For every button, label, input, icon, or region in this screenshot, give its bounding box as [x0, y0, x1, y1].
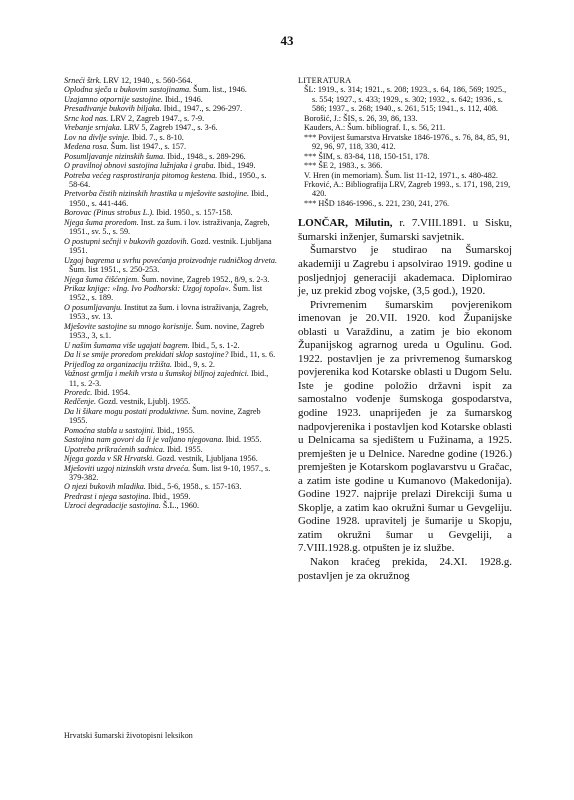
bibliography-item	[64, 237, 279, 256]
bibliography-item	[64, 464, 279, 483]
item-source: LRV 12, 1940., s. 560-564.	[103, 76, 193, 85]
item-source: Ibid. 1955.	[166, 444, 203, 454]
bibliography-item	[304, 133, 512, 152]
item-title: Prijedlog za organizaciju tržišta.	[64, 359, 172, 369]
item-title: Oplodna sječa u bukovim sastojinama.	[64, 85, 192, 95]
item-source: ŠL: 1919., s. 314; 1921., s. 208; 1923., s. 64, 186, 569; 1925., s. 554; 1927., s. 433; 1929., s. 302; 1932., s. 642; 1936., s. 586; 1937., s. 268; 1940., s. 261, 515; 1941., s. 112, 408.	[304, 85, 507, 114]
bibliography-item	[64, 501, 279, 510]
item-title: Važnost grmlja i mekih vrsta u šumskoj biljnoj zajednici.	[64, 369, 249, 379]
item-source: *** HŠD 1846-1996., s. 221, 230, 241, 276.	[304, 198, 450, 208]
bibliography-item	[64, 407, 279, 426]
page-number: 43	[280, 33, 294, 48]
item-source: Ibid., 1955.	[157, 425, 195, 435]
bibliography-item	[304, 114, 512, 123]
item-title: Proredc.	[64, 387, 93, 397]
item-source: Ibid. 1955.	[225, 435, 262, 445]
bibliography-item	[64, 397, 279, 406]
entry-headline	[298, 217, 512, 244]
item-source: Ibid., 1946.	[164, 94, 203, 104]
bibliography-item	[64, 142, 279, 151]
item-title: Pretvorba čistih nizinskih hrastika u mješovite sastojine.	[64, 189, 250, 199]
item-source: Ibid., 5-6, 1958., s. 157-163.	[147, 482, 242, 492]
item-title: Prikaz knjige: »Ing. Ivo Podhorski: Uzgoj topola«.	[64, 283, 231, 293]
item-title: Uzroci degradacije sastojina.	[64, 501, 161, 511]
bibliography-item	[64, 454, 279, 463]
item-source: Šum. list 1947., s. 157.	[110, 142, 187, 152]
item-source: Ibid., 11, s. 2-3.	[69, 369, 269, 388]
bibliography-item	[64, 256, 279, 275]
item-title: Mješovite sastojine su mnogo korisnije.	[64, 321, 194, 331]
item-source: Šum. list., 1946.	[193, 85, 247, 95]
item-title: Srnc kod nas.	[64, 113, 109, 123]
item-source: Gozd. vestnik, Ljubljana 1956.	[156, 454, 258, 464]
literature-heading: LITERATURA	[298, 76, 352, 85]
item-source: Gozd. vestnik. Ljubljana 1951.	[69, 236, 272, 256]
item-source: Ibid., 5, s. 1-2.	[191, 340, 240, 350]
item-title: Medena rosa.	[64, 142, 109, 152]
item-source: *** ŠE 2, 1983., s. 366.	[304, 161, 383, 171]
item-title: Srneći štrk.	[64, 76, 102, 85]
bibliography-item	[64, 95, 279, 104]
item-title: Da li šikare mogu postati produktivne.	[64, 406, 190, 416]
item-source: Gozd. vestnik, Ljublj. 1955.	[98, 397, 191, 407]
item-source: LRV 5, Zagreb 1947., s. 3-6.	[123, 123, 218, 133]
item-title: Redčenje.	[64, 397, 97, 407]
bibliography-item	[64, 114, 279, 123]
item-source: Ibid. 1954.	[94, 387, 131, 397]
item-title: O pravilnoj obnovi sastojina lužnjaka i graba.	[64, 161, 216, 171]
item-source: Šum. novine, Zagreb 1953., 3, s.1.	[69, 321, 265, 341]
bibliography-item	[64, 152, 279, 161]
literature-list	[298, 85, 512, 208]
right-column	[298, 76, 512, 583]
item-source: *** Povijest šumarstva Hrvatske 1846-1976., s. 76, 84, 85, 91, 92, 96, 97, 118, 330, 412.	[304, 132, 510, 152]
bibliography-item	[64, 85, 279, 94]
item-source: Kauders, A.: Šum. bibliograf. I., s. 56, 211.	[304, 123, 446, 133]
item-source: Ibid., 1959.	[152, 491, 191, 501]
bibliography-item	[64, 369, 279, 388]
item-source: Šum. novine, Zagreb 1955.	[69, 406, 261, 426]
item-source: LRV 2, Zagreb 1947., s. 7-9.	[110, 113, 205, 123]
item-source: Frković, A.: Bibliografija LRV, Zagreb 1993., s. 171, 198, 219, 420.	[304, 179, 511, 199]
bibliography-item	[304, 85, 512, 113]
bibliography-item	[304, 123, 512, 132]
bibliography-item	[64, 360, 279, 369]
item-source: Šum. list 9-10, 1957., s. 379-382.	[69, 463, 271, 483]
bibliography-item	[64, 171, 279, 190]
item-title: Lov na divlje svinje.	[64, 132, 130, 142]
bibliography-item	[64, 341, 279, 350]
item-source: Ibid., 1948., s. 289-296.	[167, 151, 246, 161]
bibliography-item	[64, 426, 279, 435]
item-source: Ibid., 11, s. 6.	[230, 350, 276, 360]
bibliography-item	[64, 350, 279, 359]
bibliography-item	[64, 208, 279, 217]
item-source: Šum. list 1952., s. 189.	[69, 283, 263, 303]
item-source: Inst. za šum. i lov. istraživanja, Zagreb, 1951., sv. 5., s. 59.	[69, 217, 270, 237]
bibliography-item	[64, 275, 279, 284]
item-source: Šum. list 1951., s. 250-253.	[69, 265, 160, 275]
item-source: Ibid., 1947., s. 296-297.	[163, 104, 243, 114]
bibliography-item	[64, 322, 279, 341]
bibliography-item	[304, 199, 512, 208]
entry-paragraph: Nakon kraćeg prekida, 24.XI. 1928.g. postavljen je za okružnog	[298, 556, 512, 582]
bibliography-item	[64, 445, 279, 454]
bibliography-item	[64, 189, 279, 208]
bibliography-item	[304, 152, 512, 161]
item-title: Upotreba prikraćenih sadnica.	[64, 444, 165, 454]
bibliography-list	[64, 76, 279, 511]
item-title: Potreba većeg rasprostiranja pitomog kestena.	[64, 170, 218, 180]
item-title: Mješoviti uzgoj nizinskih vrsta drveća.	[64, 463, 191, 473]
item-title: O njezi bukovih mladika.	[64, 482, 146, 492]
bibliography-item	[64, 388, 279, 397]
item-source: Šum. novine, Zagreb 1952., 8/9, s. 2-3.	[141, 274, 270, 284]
entry-name: LONČAR, Milutin,	[298, 217, 393, 230]
bibliography-item	[304, 180, 512, 199]
bibliography-item	[64, 161, 279, 170]
bibliography-item	[64, 76, 279, 85]
bibliography-item	[64, 104, 279, 113]
item-source: Borošić, J.: ŠIS, s. 26, 39, 86, 133.	[304, 113, 418, 123]
bibliography-item	[64, 218, 279, 237]
item-title: Predrast i njega sastojina.	[64, 491, 151, 501]
entry-paragraph: Privremenim šumarskim povjerenikom imenovan je 20.VII. 1920. kod Županijske oblasti u Varaždinu, a zatim je bio ekonom Županijskog agrarnog ureda u Ogulinu. God. 1922. postavljen je za privremenog šumarskog povjerenika kod Kotarske oblasti u Dugom Selu. Iste je godine položio državni ispit za samostalno vođenje šumskoga gospodarstva, godine 1923. unaprijeđen je za šumarskog nadpovjerenika i postavljen kod Kotarske oblasti u Delnicama sa sjedištem u Fužinama, a 1925. premješten je u Delnice. Naredne godine (1926.) premješten je Kotarskom poglavarstvu u Gračac, a zatim iste godine u Kumanovo (Makedonija). Godine 1927. najprije prelazi Direkciji šuma u Skoplje, a zatim kao okružni šumar u Gevgeliju. Godine 1928. upravitelj je šumarije u Skopju, zatim okružni šumar u Gevgeliji, a 7.VIII.1928.g. otpušten je iz službe.	[298, 298, 512, 555]
item-title: Sastojina nam govori da li je valjano njegovana.	[64, 435, 224, 445]
item-title: Posumljavanje nizinskih šuma.	[64, 151, 166, 161]
item-title: O posumljavanju.	[64, 302, 123, 312]
footer-text: Hrvatski šumarski životopisni leksikon	[64, 731, 193, 740]
bibliography-item	[64, 435, 279, 444]
bibliography-item	[64, 492, 279, 501]
bibliography-item	[304, 171, 512, 180]
item-source: Ibid., 1950., s. 441-446.	[69, 189, 269, 208]
item-title: Uzajamno otpornije sastojine.	[64, 94, 163, 104]
item-title: Njega gozda v SR Hrvatski.	[64, 454, 155, 464]
item-title: O postupni sečnji v bukovih gozdovih.	[64, 236, 189, 246]
bibliography-item	[64, 482, 279, 491]
item-source: Š.L., 1960.	[162, 501, 200, 511]
entry-paragraph: Šumarstvo je studirao na Šumarskoj akademiji u Zagrebu i apsolvirao 1919. godine u posljednjoj generaciji akademaca. Diplomirao je, uz prekid zbog vojske, (3,5 god.), 1920.	[298, 244, 512, 298]
item-source: V. Hren (in memoriam). Šum. list 11-12, 1971., s. 480-482.	[304, 170, 498, 180]
item-title: Vrebanje srnjaka.	[64, 123, 122, 133]
bibliography-item	[304, 161, 512, 170]
item-title: Njega šuma proredom.	[64, 217, 139, 227]
item-source: Ibid., 9, s. 2.	[174, 359, 215, 369]
item-title: Borovac (Pinus strobus L.).	[64, 208, 155, 218]
item-source: Ibid. 7., s. 8-10.	[132, 132, 184, 142]
item-title: Presađivanje bukovih biljaka.	[64, 104, 162, 114]
bibliography-item	[64, 123, 279, 132]
item-source: *** ŠIM, s. 83-84, 118, 150-151, 178.	[304, 151, 430, 161]
biography-entry	[298, 217, 512, 583]
item-title: Da li se smije proredom prekidati sklop sastojine?	[64, 350, 229, 360]
bibliography-item	[64, 303, 279, 322]
bibliography-item	[64, 284, 279, 303]
item-title: Uzgoj bagrema u svrhu povećanja proizvodnje rudničkog drveta.	[64, 255, 277, 265]
item-source: Ibid., 1950., s. 58-64.	[69, 170, 267, 189]
item-title: U našim šumama više ugajati bagrem.	[64, 340, 190, 350]
item-source: Institut za šum. i lovna istraživanja, Zagreb, 1953., sv. 13.	[69, 302, 269, 322]
item-source: Ibid., 1949.	[217, 161, 256, 171]
item-title: Njega šuma čišćenjem.	[64, 274, 140, 284]
bibliography-item	[64, 133, 279, 142]
entry-head-rest: r. 7.VIII.1891. u Sisku, šumarski inženjer, šumarski savjetnik.	[298, 217, 512, 243]
item-title: Pomoćna stabla u sastojini.	[64, 425, 155, 435]
item-source: Ibid. 1950., s. 157-158.	[156, 208, 233, 218]
